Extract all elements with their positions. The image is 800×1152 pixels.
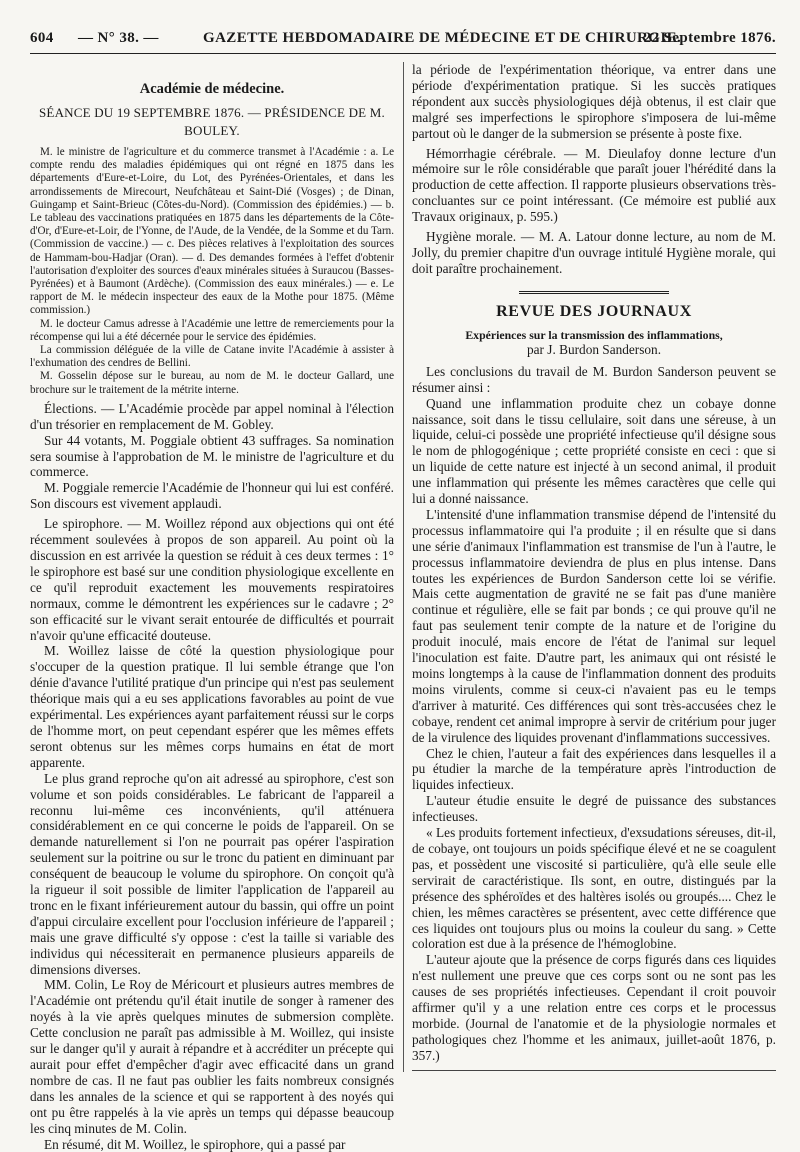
correspondence-block [30, 146, 394, 397]
article-author: par J. Burdon Sanderson. [526, 341, 662, 357]
body-paragraph: Les conclusions du travail de M. Burdon Sanderson peuvent se résumer ainsi : [412, 363, 776, 395]
header-rule [30, 53, 776, 54]
body-paragraph: Quand une inflammation produite chez un cobaye donne naissance, soit dans le tissu cellulaire, soit dans une séreuse, à un liquide, celui-ci possède une propriété infectieuse qu'il désigne sous le nom de phlogogénique ; cette propriété consiste en ceci : que si un liquide de cette nature est injecté à un second animal, il produit une inflammation qui présente les mêmes caractères que celle qui lui a donné naissance. [412, 395, 776, 507]
body-paragraph: L'auteur étudie ensuite le degré de puissance des substances infectieuses. [412, 793, 776, 825]
page-number: 604 [30, 30, 54, 46]
body-paragraph: L'auteur ajoute que la présence de corps figurés dans ces liquides n'est nullement une preuve que ces corps sont ou ne sont pas les causes de ses propriétés infectieuses. Cependant il croit pouvoir affirmer qu'il y a une relation entre ces corps et le processus morbide. (Journal de l'anatomie et de la physiologie normales et pathologiques chez l'homme et les animaux, juillet-août 1876, p. 357.) [412, 952, 776, 1063]
body-paragraph: « Les produits fortement infectieux, d'exsudations séreuses, dit-il, de cobaye, ont toujours un poids spécifique élevé et ne se coagulent pas, et possèdent une viscosité si particulière, qu'à elle seule elle servirait de caractéristique. Ils sont, en outre, distingués par la présence des sphéroïdes et des haltères isolés ou groupés.... Chez le chien, les mêmes caractères se présentent, avec cette différence que ces liquides ont toujours plus ou moins la couleur du sang. » Cette coloration est due à la présence de l'hémoglobine. [412, 825, 776, 952]
body-paragraph: Le plus grand reproche qu'on ait adressé au spirophore, c'est son volume et son poids considérables. Le fabricant de l'appareil a reconnu lui-même ces inconvénients, qu'il atténuera considérablement en ce qui concerne le poids de l'appareil. On se demande naturellement si l'on ne pourrait pas opérer l'aspiration seulement sur la poitrine ou sur le tronc du patient en diminuant par conséquent de beaucoup le volume du spirophore. On conçoit qu'à la rigueur il soit possible de limiter l'application de l'appareil au tronc en le fixant inférieurement autour du bassin, qui offre un point d'appui circulaire excellent pour l'occlusion inférieure de l'appareil ; mais une grave difficulté s'y oppose : c'est la taille si variable des individus qui nécessiterait en permanence plusieurs appareils de dimensions diverses. [30, 770, 394, 977]
body-paragraph: M. Woillez laisse de côté la question physiologique pour s'occuper de la question pratique. Il lui semble étrange que l'on dénie d'avance l'utilité pratique d'un principe qui n'est pas seulement théorique mais qui a eu ses applications favorables au point de vue expérimental. Les expériences ayant parfaitement réussi sur le corps de l'homme mort, on peut cependant espérer que les mêmes effets seront obtenus sur les mêmes corps humains en état de mort apparente. [30, 643, 394, 770]
end-rule [412, 1070, 776, 1071]
journal-title: GAZETTE HEBDOMADAIRE DE MÉDECINE ET DE CHIRURGIE. [203, 30, 682, 46]
column-divider [403, 62, 404, 1072]
body-paragraph: Hygiène morale. — M. A. Latour donne lecture, au nom de M. Jolly, du premier chapitre d'un ouvrage intitulé Hygiène morale, qui doit paraître prochainement. [412, 229, 776, 276]
issue-number: — N° 38. — [78, 30, 159, 46]
body-paragraph: Chez le chien, l'auteur a fait des expériences dans lesquelles il a pu étudier la marche de la température après l'introduction de liquides infectieux. [412, 745, 776, 793]
revue-title: REVUE DES JOURNAUX [496, 302, 692, 320]
section-title: Académie de médecine. [139, 81, 285, 97]
right-column [412, 62, 776, 1072]
body-paragraph: la période de l'expérimentation théorique, va entrer dans une période d'expérimentation pratique. Si les succès pratiques répondent aux succès physiologiques déjà obtenus, il est clair que malgré ses imperfections le spirophore s'imposera de lui-même partout où le danger de la submersion se présente à poste fixe. [412, 62, 776, 141]
section-divider [519, 291, 669, 294]
correspondence-paragraph: M. le ministre de l'agriculture et du commerce transmet à l'Académie : a. Le compte rendu des maladies épidémiques qui ont régné en 1875 dans les départements d'Eure-et-Loire, du Lot, des Pyrénées-Orientales, et dans les arrondissements de Mirecourt, Neufchâteau et Saint-Dié (Vosges) ; de Dinan, Guingamp et Saint-Brieuc (Côtes-du-Nord). (Commission des épidémies.) — b. Le tableau des vaccinations pratiquées en 1875 dans les départements de la Côte-d'Or, d'Eure-et-Loir, de l'Yonne, de l'Aude, de la Vendée, de la Somme et du Tarn. (Commission de vaccine.) — c. Des pièces relatives à l'exploitation des sources de Hammam-bou-Hadjar (Oran). — d. Des demandes formées à l'effet d'obtenir l'autorisation d'exploiter des sources d'eaux minérales situées à Suraucou (Basses-Pyrénées) et à Baumont (Ardèche). (Commission des eaux minérales.) — e. Le rapport de M. le médecin inspecteur des eaux de la Mothe pour 1875. (Même commission.) [30, 146, 394, 317]
correspondence-paragraph: M. le docteur Camus adresse à l'Académie une lettre de remerciements pour la récompense qui lui a été décernée pour le service des épidémies. [30, 317, 394, 343]
correspondence-paragraph: M. Gosselin dépose sur le bureau, au nom de M. le docteur Gallard, une brochure sur le traitement de la métrite interne. [30, 370, 394, 396]
body-paragraph: En résumé, dit M. Woillez, le spirophore, qui a passé par [44, 1136, 346, 1152]
article-title: Expériences sur la transmission des inflammations, [465, 327, 723, 342]
issue-date: 22 Septembre 1876. [643, 30, 776, 46]
running-head [30, 30, 776, 52]
body-paragraph: Élections. — L'Académie procède par appel nominal à l'élection d'un trésorier en remplacement de M. Gobley. [30, 400, 394, 432]
body-paragraph: Le spirophore. — M. Woillez répond aux objections qui ont été récemment soulevées à propos de son appareil. Au point où la discussion en est arrivée la question se réduit à ces deux termes : 1° le spirophore est basé sur une condition physiologique excellente en ce qu'il reproduit exactement les mouvements respiratoires normaux, comme le démontrent les expériences sur le cadavre ; 2° son efficacité sur le vivant serait entourée de difficultés et pourrait n'avoir qu'une efficacité douteuse. [30, 516, 394, 643]
body-paragraph: L'intensité d'une inflammation transmise dépend de l'intensité du processus inflammatoire qui l'a produite ; il en résulte que si dans une série d'animaux l'inflammation est transmise de l'un à l'autre, le processus inflammatoire deviendra de plus en plus intense. Dans toutes les expériences de Burdon Sanderson cette loi se vérifie. Mais cette augmentation de gravité ne se fait pas d'une manière continue et régulière, elle se fait par bonds ; ce qui prouve qu'il ne faut pas seulement tenir compte de la nature et de l'origine du produit inoculé, mais encore de l'état de l'animal sur lequel l'inoculation est faite. D'autre part, les animaux qui ont résisté le moins longtemps à la cause de l'inflammation donnent des produits moins virulents, comme si ceux-ci n'avaient pas eu le temps d'arriver à maturité. Ces différences qui sont très-accusées chez le cobaye, rendent cet animal impropre à servir de critérium pour juger de la virulence des liquides provenant d'inflammations successives. [412, 506, 776, 745]
left-column [30, 62, 394, 1152]
correspondence-paragraph: La commission déléguée de la ville de Catane invite l'Académie à assister à l'exhumation des cendres de Bellini. [30, 344, 394, 370]
seance-heading: SÉANCE DU 19 SEPTEMBRE 1876. — PRÉSIDENCE DE M. BOULEY. [39, 105, 385, 138]
body-paragraph: MM. Colin, Le Roy de Méricourt et plusieurs autres membres de l'Académie ont prétendu qu'il était inutile de songer à ramener des noyés à la vie après quelques minutes de submersion complète. Cette conclusion ne paraît pas admissible à M. Woillez, qui insiste sur le danger qu'il y aurait à répandre et à accréditer un précepte qui aurait pour effet d'empêcher d'agir avec efficacité dans un grand nombre de cas. Il ne faut pas oublier les faits nombreux consignés dans les annales de la science et qui se rapportent à des noyés qui ont pu être rappelés à la vie après un temps qui dépasse beaucoup les cinq minutes de M. Colin. [30, 977, 394, 1136]
body-paragraph: Sur 44 votants, M. Poggiale obtient 43 suffrages. Sa nomination sera soumise à l'approbation de M. le ministre de l'agriculture et du commerce. [30, 432, 394, 480]
body-paragraph: Hémorrhagie cérébrale. — M. Dieulafoy donne lecture d'un mémoire sur le rôle considérable que paraît jouer l'hérédité dans la production de cette affection. Il rapporte plusieurs observations très-concluantes sur ce point intéressant. (Ce mémoire est publié aux Travaux originaux, p. 595.) [412, 145, 776, 225]
body-paragraph: M. Poggiale remercie l'Académie de l'honneur qui lui est conféré. Son discours est vivement applaudi. [30, 480, 394, 512]
